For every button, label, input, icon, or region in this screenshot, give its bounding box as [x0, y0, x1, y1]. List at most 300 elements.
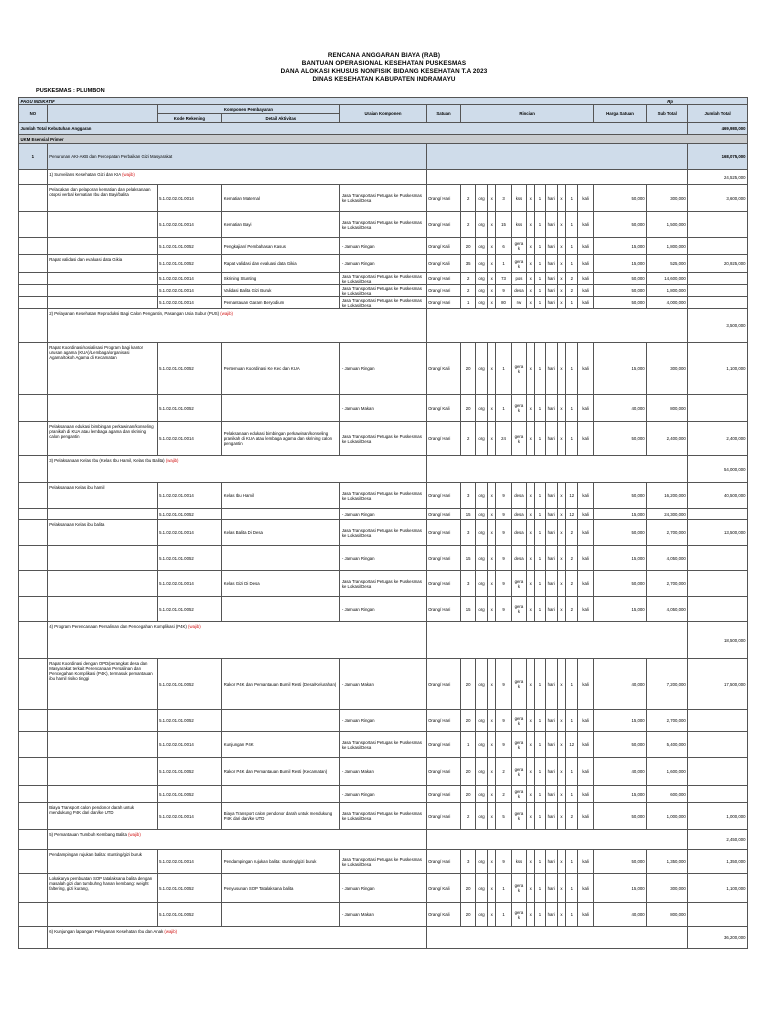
sub-total: 1,800,000 [647, 238, 688, 255]
row-no-spacer [19, 659, 48, 710]
qty-4: 1 [566, 238, 578, 255]
table-row [19, 343, 748, 395]
unit-2: desa [511, 546, 526, 571]
kode-rekening: 5.1.02.01.01.0052 [157, 343, 222, 395]
qty-1: 20 [461, 238, 475, 255]
jumlah-total: 1,000,000 [688, 803, 748, 830]
group-name-text: Surveilans Kesehatan Gizi dan KIA [54, 172, 121, 177]
qty-4: 1 [566, 758, 578, 786]
table-row [19, 273, 748, 285]
ukm-label: UKM Esensial Primer [19, 135, 748, 144]
uraian-komponen: - Jamuan Ringan [340, 546, 426, 571]
activity-cell [47, 285, 157, 297]
unit-1: org [475, 212, 487, 238]
detail-aktivitas: Biaya Transport calon pendonor darah untuk mendukung P4K dari dan/ke UTD [222, 803, 340, 830]
kode-rekening: 5.1.02.02.01.0014 [157, 297, 222, 309]
unit-1: org [475, 520, 487, 546]
unit-4: kali [578, 571, 593, 597]
qty-1: 2 [461, 212, 475, 238]
row-no-spacer [19, 520, 48, 546]
unit-2: gera k [511, 803, 526, 830]
qty-3: 1 [535, 273, 545, 285]
kode-rekening: 5.1.02.02.01.0014 [157, 212, 222, 238]
uraian-komponen: - Jamuan Ringan [340, 255, 426, 273]
qty-2: 9 [496, 597, 511, 622]
unit-2: gera k [511, 710, 526, 732]
unit-1: org [475, 395, 487, 422]
satuan: Orang/ Hari [426, 509, 461, 520]
times-3: x [557, 597, 565, 622]
qty-3: 1 [535, 786, 545, 803]
activity-cell [47, 571, 157, 597]
times-1: x [488, 874, 496, 903]
harga-satuan: 15,000 [593, 546, 646, 571]
unit-2: kss [511, 212, 526, 238]
activity-cell [47, 238, 157, 255]
times-3: x [557, 874, 565, 903]
row-no-spacer [19, 212, 48, 238]
group-tag: (wajib) [165, 458, 179, 463]
group-tag: (wajib) [122, 172, 135, 177]
qty-1: 20 [461, 874, 475, 903]
harga-satuan: 50,000 [593, 850, 646, 874]
detail-aktivitas: Validasi Balita Gizi Buruk [222, 285, 340, 297]
satuan: Orang/ Hari [426, 297, 461, 309]
qty-4: 2 [566, 571, 578, 597]
puskesmas-label: PUSKESMAS : PLUMBON [36, 88, 105, 94]
detail-aktivitas: Rakor P4K dan Pemantauan Bumil Resti (Desa/Kelurahan) [222, 659, 340, 710]
satuan: Orang/ Hari [426, 758, 461, 786]
unit-3: hari [545, 597, 557, 622]
uraian-komponen: Jasa Transportasi Petugas ke Puskesmas ke Lokasi/Desa [340, 520, 426, 546]
qty-4: 1 [566, 710, 578, 732]
activity-cell [47, 597, 157, 622]
unit-3: hari [545, 255, 557, 273]
qty-3: 1 [535, 732, 545, 758]
unit-1: org [475, 546, 487, 571]
table-row [19, 732, 748, 758]
harga-satuan: 50,000 [593, 422, 646, 456]
jumlah-total: 40,500,000 [688, 483, 748, 509]
harga-satuan: 50,000 [593, 297, 646, 309]
qty-2: 9 [496, 520, 511, 546]
unit-1: org [475, 285, 487, 297]
harga-satuan: 40,000 [593, 659, 646, 710]
qty-4: 2 [566, 803, 578, 830]
qty-4: 1 [566, 395, 578, 422]
row-no-spacer [19, 422, 48, 456]
unit-2: gera k [511, 903, 526, 927]
times-3: x [557, 395, 565, 422]
unit-4: kali [578, 297, 593, 309]
unit-1: org [475, 297, 487, 309]
qty-3: 1 [535, 520, 545, 546]
times-2: x [527, 758, 535, 786]
qty-2: 15 [496, 212, 511, 238]
row-no-spacer [19, 710, 48, 732]
harga-satuan: 50,000 [593, 803, 646, 830]
qty-1: 3 [461, 571, 475, 597]
unit-1: org [475, 597, 487, 622]
qty-4: 2 [566, 273, 578, 285]
rab-sheet [18, 97, 748, 949]
total-label: Jumlah Total Kebutuhan Anggaran [19, 123, 688, 135]
times-2: x [527, 850, 535, 874]
group-total: 18,500,000 [688, 622, 748, 659]
times-1: x [488, 185, 496, 212]
times-2: x [527, 297, 535, 309]
times-3: x [557, 732, 565, 758]
harga-satuan: 15,000 [593, 343, 646, 395]
detail-aktivitas: Kelas Gizi Di Desa [222, 571, 340, 597]
satuan: Orang/ Hari [426, 786, 461, 803]
sub-total: 24,300,000 [647, 509, 688, 520]
activity-cell: Pelaksanaan Kelas ibu balita [47, 520, 157, 546]
kode-rekening: 5.1.02.01.01.0052 [157, 509, 222, 520]
satuan: Orang/ Hari [426, 803, 461, 830]
jumlah-total: 13,500,000 [688, 520, 748, 546]
kode-rekening: 5.1.02.01.01.0052 [157, 758, 222, 786]
qty-4: 2 [566, 285, 578, 297]
unit-4: kali [578, 185, 593, 212]
qty-3: 1 [535, 395, 545, 422]
group-tag: (wajib) [220, 311, 233, 316]
unit-2: desa [511, 520, 526, 546]
table-row [19, 758, 748, 786]
row-no-spacer [19, 903, 48, 927]
harga-satuan: 40,000 [593, 903, 646, 927]
table-row [19, 238, 748, 255]
uraian-komponen: - Jamuan Ringan [340, 874, 426, 903]
unit-4: kali [578, 509, 593, 520]
unit-3: hari [545, 903, 557, 927]
uraian-komponen: - Jamuan Makan [340, 395, 426, 422]
unit-4: kali [578, 273, 593, 285]
times-3: x [557, 571, 565, 597]
satuan: Orang/ Hari [426, 597, 461, 622]
qty-2: 73 [496, 273, 511, 285]
times-3: x [557, 255, 565, 273]
row-no-spacer [19, 509, 48, 520]
row-no-spacer [19, 297, 48, 309]
times-1: x [488, 285, 496, 297]
detail-aktivitas [222, 546, 340, 571]
table-row [19, 422, 748, 456]
activity-cell: Rapat Koordinasi dengan OPD/perangkat desa dan Masyarakat terkait Perencanaan Persalinan dan Pencegahan Komplikasi (P4K), termasuk pemantauan ibu hamil risiko tinggi [47, 659, 157, 710]
row-no-spacer [19, 255, 48, 273]
group-fill [426, 622, 688, 659]
qty-3: 1 [535, 285, 545, 297]
group-name-text: Pelaksanaan Kelas Ibu (Kelas Ibu Hamil, Kelas Ibu Balita) [54, 458, 165, 463]
jumlah-total [688, 297, 748, 309]
unit-4: kali [578, 238, 593, 255]
kode-rekening: 5.1.02.02.01.0014 [157, 422, 222, 456]
jumlah-total: 1,350,000 [688, 850, 748, 874]
document-title-block [0, 52, 768, 84]
sub-total: 2,400,000 [647, 422, 688, 456]
activity-cell: Pelaksanaan Kelas ibu hamil [47, 483, 157, 509]
group-spacer [19, 622, 48, 659]
qty-4: 1 [566, 903, 578, 927]
ukm-row [19, 135, 748, 144]
kode-rekening: 5.1.02.02.01.0014 [157, 850, 222, 874]
kode-rekening: 5.1.02.01.01.0052 [157, 238, 222, 255]
harga-satuan: 15,000 [593, 509, 646, 520]
qty-2: 1 [496, 874, 511, 903]
sub-total: 1,350,000 [647, 850, 688, 874]
qty-4: 1 [566, 297, 578, 309]
harga-satuan: 15,000 [593, 710, 646, 732]
qty-2: 6 [496, 238, 511, 255]
unit-3: hari [545, 571, 557, 597]
activity-cell [47, 297, 157, 309]
jumlah-total [688, 786, 748, 803]
table-row [19, 710, 748, 732]
unit-3: hari [545, 285, 557, 297]
row-no-spacer [19, 732, 48, 758]
unit-3: hari [545, 422, 557, 456]
times-3: x [557, 483, 565, 509]
group-no: 2) [49, 311, 54, 316]
qty-4: 1 [566, 255, 578, 273]
times-3: x [557, 273, 565, 285]
times-1: x [488, 803, 496, 830]
times-2: x [527, 903, 535, 927]
harga-satuan: 50,000 [593, 483, 646, 509]
detail-aktivitas: Pelaksanaan edukasi bimbingan perkawinan/konseling pranikah di KUA atau lembaga agama dan skrining calon pengantin [222, 422, 340, 456]
qty-3: 1 [535, 758, 545, 786]
sub-total: 1,800,000 [647, 285, 688, 297]
group-total: 36,200,000 [688, 927, 748, 949]
sub-total: 1,600,000 [647, 758, 688, 786]
unit-2: gera k [511, 874, 526, 903]
activity-cell: Rapat Koordinasi/sosialisasi Program bagi kantor urusan agama (KUA)/Lembaga/organisasi Agama/tokoh Agama di Kecamatan [47, 343, 157, 395]
qty-2: 9 [496, 483, 511, 509]
qty-2: 9 [496, 509, 511, 520]
satuan: Orang/ Hari [426, 285, 461, 297]
col-uraian: Uraian Komponen [340, 105, 426, 123]
title-line-4: DINAS KESEHATAN KABUPATEN INDRAMAYU [312, 76, 456, 83]
title-line-1: RENCANA ANGGARAN BIAYA (RAB) [327, 52, 441, 59]
times-1: x [488, 509, 496, 520]
uraian-komponen: - Jamuan Ringan [340, 238, 426, 255]
unit-1: org [475, 874, 487, 903]
qty-1: 20 [461, 758, 475, 786]
satuan: Orang/ Hari [426, 185, 461, 212]
times-2: x [527, 273, 535, 285]
unit-2: desa [511, 509, 526, 520]
activity-cell [47, 903, 157, 927]
unit-2: gera k [511, 343, 526, 395]
pagu-currency: Rp [593, 98, 747, 105]
title-line-2: BANTUAN OPERASIONAL KESEHATAN PUSKESMAS [301, 60, 467, 67]
times-1: x [488, 343, 496, 395]
times-3: x [557, 185, 565, 212]
unit-4: kali [578, 212, 593, 238]
unit-1: org [475, 710, 487, 732]
group-name-text: Kunjungan lapangan Pelayanan Kesehatan Ibu dan Anak [54, 929, 164, 934]
unit-1: org [475, 509, 487, 520]
total-row [19, 123, 748, 135]
unit-4: kali [578, 483, 593, 509]
satuan: Orang/ Hari [426, 520, 461, 546]
sub-total: 525,000 [647, 255, 688, 273]
col-rincian: Rincian [461, 105, 593, 123]
jumlah-total [688, 710, 748, 732]
unit-2: gera k [511, 571, 526, 597]
table-row [19, 546, 748, 571]
times-1: x [488, 546, 496, 571]
qty-3: 1 [535, 185, 545, 212]
activity-cell: Pelaksanaan edukasi bimbingan perkawinan/konseling pranikah di KUA atau lembaga agama dan skrining calon pengantin [47, 422, 157, 456]
satuan: Orang/ Kali [426, 395, 461, 422]
group-spacer [19, 309, 48, 343]
qty-3: 1 [535, 546, 545, 571]
sub-total: 7,200,000 [647, 659, 688, 710]
unit-3: hari [545, 273, 557, 285]
qty-2: 5 [496, 803, 511, 830]
uraian-komponen: Jasa Transportasi Petugas ke Puskesmas ke Lokasi/Desa [340, 285, 426, 297]
kode-rekening: 5.1.02.01.01.0052 [157, 255, 222, 273]
unit-4: kali [578, 546, 593, 571]
col-komponen: Komponen Pembayaran [157, 105, 340, 114]
satuan: Orang/ Hari [426, 546, 461, 571]
group-name-cell [47, 170, 426, 185]
qty-3: 1 [535, 850, 545, 874]
unit-1: org [475, 571, 487, 597]
qty-1: 20 [461, 659, 475, 710]
qty-4: 12 [566, 732, 578, 758]
qty-1: 20 [461, 395, 475, 422]
harga-satuan: 40,000 [593, 395, 646, 422]
row-no-spacer [19, 343, 48, 395]
sub-total: 4,050,000 [647, 546, 688, 571]
row-no-spacer [19, 546, 48, 571]
detail-aktivitas [222, 509, 340, 520]
table-row [19, 597, 748, 622]
times-1: x [488, 732, 496, 758]
qty-4: 2 [566, 520, 578, 546]
unit-4: kali [578, 710, 593, 732]
jumlah-total: 17,500,000 [688, 659, 748, 710]
unit-4: kali [578, 597, 593, 622]
times-1: x [488, 786, 496, 803]
unit-3: hari [545, 509, 557, 520]
activity-cell [47, 273, 157, 285]
unit-2: gera k [511, 597, 526, 622]
group-spacer [19, 927, 48, 949]
times-2: x [527, 597, 535, 622]
qty-4: 12 [566, 483, 578, 509]
sub-total: 1,000,000 [647, 803, 688, 830]
group-name-text: Pelayanan Kesehatan Reproduksi Bagi Calon Pengantin, Pasangan Usia Subur (PUS) [54, 311, 220, 316]
times-3: x [557, 422, 565, 456]
satuan: Orang/ Hari [426, 571, 461, 597]
times-1: x [488, 255, 496, 273]
qty-4: 2 [566, 597, 578, 622]
unit-4: kali [578, 786, 593, 803]
row-no-spacer [19, 758, 48, 786]
unit-3: hari [545, 343, 557, 395]
group-fill [426, 927, 688, 949]
times-2: x [527, 659, 535, 710]
jumlah-total [688, 571, 748, 597]
table-row [19, 297, 748, 309]
uraian-komponen: Jasa Transportasi Petugas ke Puskesmas ke Lokasi/Desa [340, 732, 426, 758]
unit-1: org [475, 786, 487, 803]
uraian-komponen: Jasa Transportasi Petugas ke Puskesmas ke Lokasi/Desa [340, 483, 426, 509]
unit-2: gera k [511, 238, 526, 255]
jumlah-total: 2,400,000 [688, 422, 748, 456]
unit-4: kali [578, 422, 593, 456]
sub-total: 300,000 [647, 343, 688, 395]
group-fill [426, 170, 688, 185]
activity-cell [47, 546, 157, 571]
table-row [19, 850, 748, 874]
times-1: x [488, 297, 496, 309]
qty-1: 20 [461, 786, 475, 803]
qty-1: 20 [461, 710, 475, 732]
group-name-text: Pemantauan Tumbuh Kembang Balita [54, 832, 127, 837]
qty-2: 9 [496, 571, 511, 597]
satuan: Orang/ Hari [426, 732, 461, 758]
qty-3: 1 [535, 597, 545, 622]
qty-4: 1 [566, 786, 578, 803]
unit-1: org [475, 732, 487, 758]
qty-4: 1 [566, 343, 578, 395]
sub-total: 2,700,000 [647, 520, 688, 546]
times-2: x [527, 483, 535, 509]
sub-total: 14,600,000 [647, 273, 688, 285]
table-row [19, 255, 748, 273]
jumlah-total: 1,100,000 [688, 874, 748, 903]
group-tag: (wajib) [188, 624, 201, 629]
detail-aktivitas: Pendampingan rujukan balita: stunting/gizi buruk [222, 850, 340, 874]
uraian-komponen: - Jamuan Ringan [340, 710, 426, 732]
harga-satuan: 50,000 [593, 273, 646, 285]
col-detail: Detail Aktivitas [222, 114, 340, 123]
sub-total: 5,400,000 [647, 732, 688, 758]
table-row [19, 185, 748, 212]
qty-4: 1 [566, 185, 578, 212]
satuan: Orang/ Hari [426, 710, 461, 732]
satuan: Orang/ Hari [426, 273, 461, 285]
times-2: x [527, 238, 535, 255]
qty-3: 1 [535, 571, 545, 597]
unit-1: org [475, 803, 487, 830]
group-row [19, 456, 748, 483]
detail-aktivitas [222, 903, 340, 927]
qty-2: 3 [496, 185, 511, 212]
detail-aktivitas [222, 786, 340, 803]
group-no: 4) [49, 624, 54, 629]
unit-3: hari [545, 850, 557, 874]
kode-rekening: 5.1.02.01.01.0052 [157, 659, 222, 710]
group-no: 6) [49, 929, 54, 934]
qty-4: 2 [566, 546, 578, 571]
kode-rekening: 5.1.02.02.01.0014 [157, 273, 222, 285]
group-row [19, 622, 748, 659]
activity-cell: Rapat validasi dan evaluasi data Gikia [47, 255, 157, 273]
times-3: x [557, 903, 565, 927]
uraian-komponen: Jasa Transportasi Petugas ke Puskesmas ke Lokasi/Desa [340, 212, 426, 238]
qty-3: 1 [535, 803, 545, 830]
harga-satuan: 40,000 [593, 758, 646, 786]
unit-4: kali [578, 732, 593, 758]
kode-rekening: 5.1.02.02.01.0014 [157, 483, 222, 509]
qty-1: 20 [461, 343, 475, 395]
qty-4: 1 [566, 212, 578, 238]
